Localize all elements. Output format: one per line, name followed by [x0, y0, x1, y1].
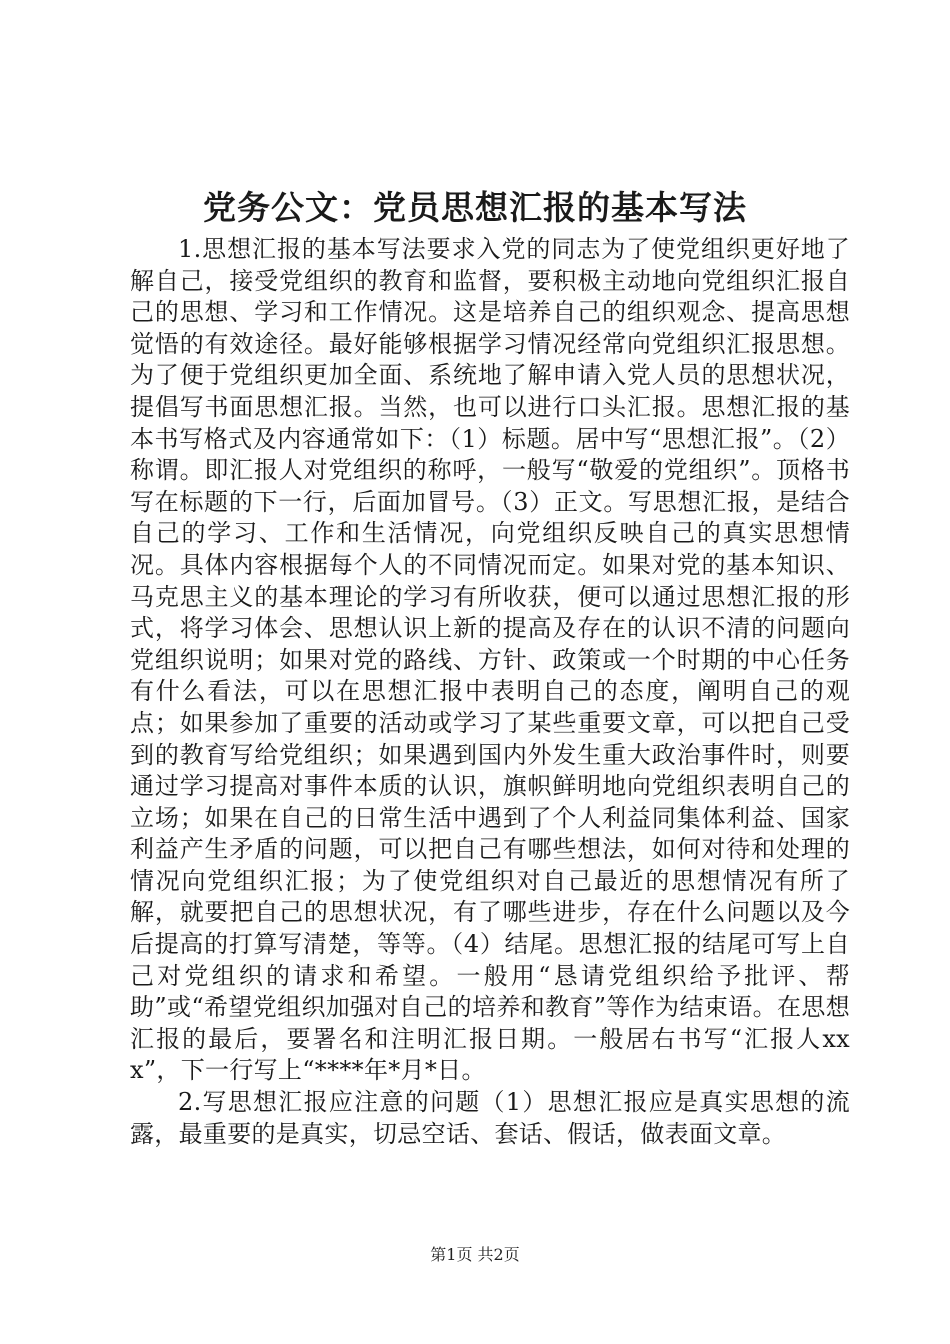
paragraph-1: 1.思想汇报的基本写法要求入党的同志为了使党组织更好地了解自己，接受党组织的教育和监督，要积极主动地向党组织汇报自己的思想、学习和工作情况。这是培养自己的组织观念、提高思想觉悟的有效途径。最好能够根据学习情况经常向党组织汇报思想。为了便于党组织更加全面、系统地了解申请入党人员的思想状况，提倡写书面思想汇报。当然，也可以进行口头汇报。思想汇报的基本书写格式及内容通常如下：（1）标题。居中写“思想汇报”。（2）称谓。即汇报人对党组织的称呼，一般写“敬爱的党组织”。顶格书写在标题的下一行，后面加冒号。（3）正文。写思想汇报，是结合自己的学习、工作和生活情况，向党组织反映自己的真实思想情况。具体内容根据每个人的不同情况而定。如果对党的基本知识、马克思主义的基本理论的学习有所收获，便可以通过思想汇报的形式，将学习体会、思想认识上新的提高及存在的认识不清的问题向党组织说明；如果对党的路线、方针、政策或一个时期的中心任务有什么看法，可以在思想汇报中表明自己的态度，阐明自己的观点；如果参加了重要的活动或学习了某些重要文章，可以把自己受到的教育写给党组织；如果遇到国内外发生重大政治事件时，则要通过学习提高对事件本质的认识，旗帜鲜明地向党组织表明自己的立场；如果在自己的日常生活中遇到了个人利益同集体利益、国家利益产生矛盾的问题，可以把自己有哪些想法，如何对待和处理的情况向党组织汇报；为了使党组织对自己最近的思想情况有所了解，就要把自己的思想状况，有了哪些进步，存在什么问题以及今后提高的打算写清楚，等等。（4）结尾。思想汇报的结尾可写上自己对党组织的请求和希望。一般用“恳请党组织给予批评、帮助”或“希望党组织加强对自己的培养和教育”等作为结束语。在思想汇报的最后，要署名和注明汇报日期。一般居右书写“汇报人xxx”，下一行写上“****年*月*日。 — [130, 235, 850, 1085]
document-title: 党务公文：党员思想汇报的基本写法 — [203, 188, 747, 227]
document-body — [130, 234, 850, 1150]
paragraph-2: 2.写思想汇报应注意的问题（1）思想汇报应是真实思想的流露，最重要的是真实，切忌空话、套话、假话，做表面文章。 — [130, 1088, 850, 1148]
page-number-footer: 第1页 共2页 — [430, 1245, 520, 1264]
